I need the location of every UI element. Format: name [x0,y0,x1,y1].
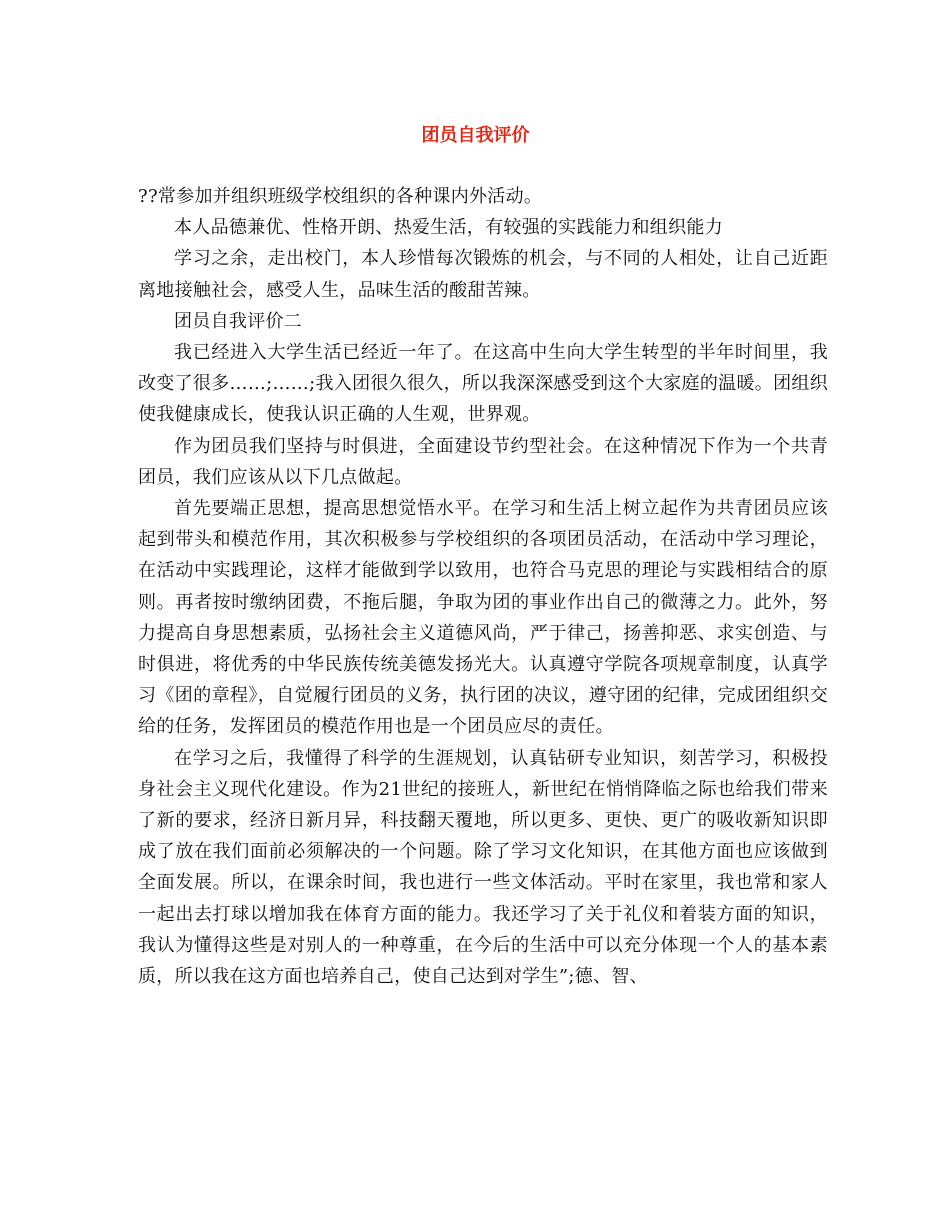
paragraph-activities: ??常参加并组织班级学校组织的各种课内外活动。 [138,186,543,207]
document-body [138,181,828,992]
paragraph-university-life: 我已经进入大学生活已经近一年了。在这高中生向大学生转型的半年时间里，我改变了很多……;……;我入团很久很久，所以我深深感受到这个大家庭的温暖。团组织使我健康成长，使我认识正确的人生观，世界观。 [138,342,828,426]
document-title: 团员自我评价 [421,125,530,146]
paragraph-correct-thinking: 首先要端正思想，提高思想觉悟水平。在学习和生活上树立起作为共青团员应该起到带头和模范作用，其次积极参与学校组织的各项团员活动，在活动中学习理论，在活动中实践理论，这样才能做到学以致用，也符合马克思的理论与实践相结合的原则。再者按时缴纳团费，不拖后腿，争取为团的事业作出自己的微薄之力。此外，努力提高自身思想素质，弘扬社会主义道德风尚，严于律己，扬善抑恶、求实创造、与时俱进，将优秀的中华民族传统美德发扬光大。认真遵守学院各项规章制度，认真学习《团的章程》，自觉履行团员的义务，执行团的决议，遵守团的纪律，完成团组织交给的任务，发挥团员的模范作用也是一个团员应尽的责任。 [138,498,828,738]
paragraph-study-outside: 学习之余，走出校门，本人珍惜每次锻炼的机会，与不同的人相处，让自己近距离地接触社会，感受人生，品味生活的酸甜苦辣。 [138,248,828,301]
paragraph-after-study: 在学习之后，我懂得了科学的生涯规划，认真钻研专业知识，刻苦学习，积极投身社会主义现代化建设。作为21世纪的接班人，新世纪在悄悄降临之际也给我们带来了新的要求，经济日新月异，科技翻天覆地，所以更多、更快、更广的吸收新知识即成了放在我们面前必须解决的一个问题。除了学习文化知识，在其他方面也应该做到全面发展。所以，在课余时间，我也进行一些文体活动。平时在家里，我也常和家人一起出去打球以增加我在体育方面的能力。我还学习了关于礼仪和着装方面的知识，我认为懂得这些是对别人的一种尊重，在今后的生活中可以充分体现一个人的基本素质，所以我在这方面也培养自己，使自己达到对学生”;德、智、 [138,747,828,988]
paragraph-keep-pace: 作为团员我们坚持与时俱进，全面建设节约型社会。在这种情况下作为一个共青团员，我们应该从以下几点做起。 [138,435,828,488]
paragraph-character: 本人品德兼优、性格开朗、热爱生活，有较强的实践能力和组织能力 [174,217,723,239]
section-heading-two: 团员自我评价二 [174,310,303,332]
